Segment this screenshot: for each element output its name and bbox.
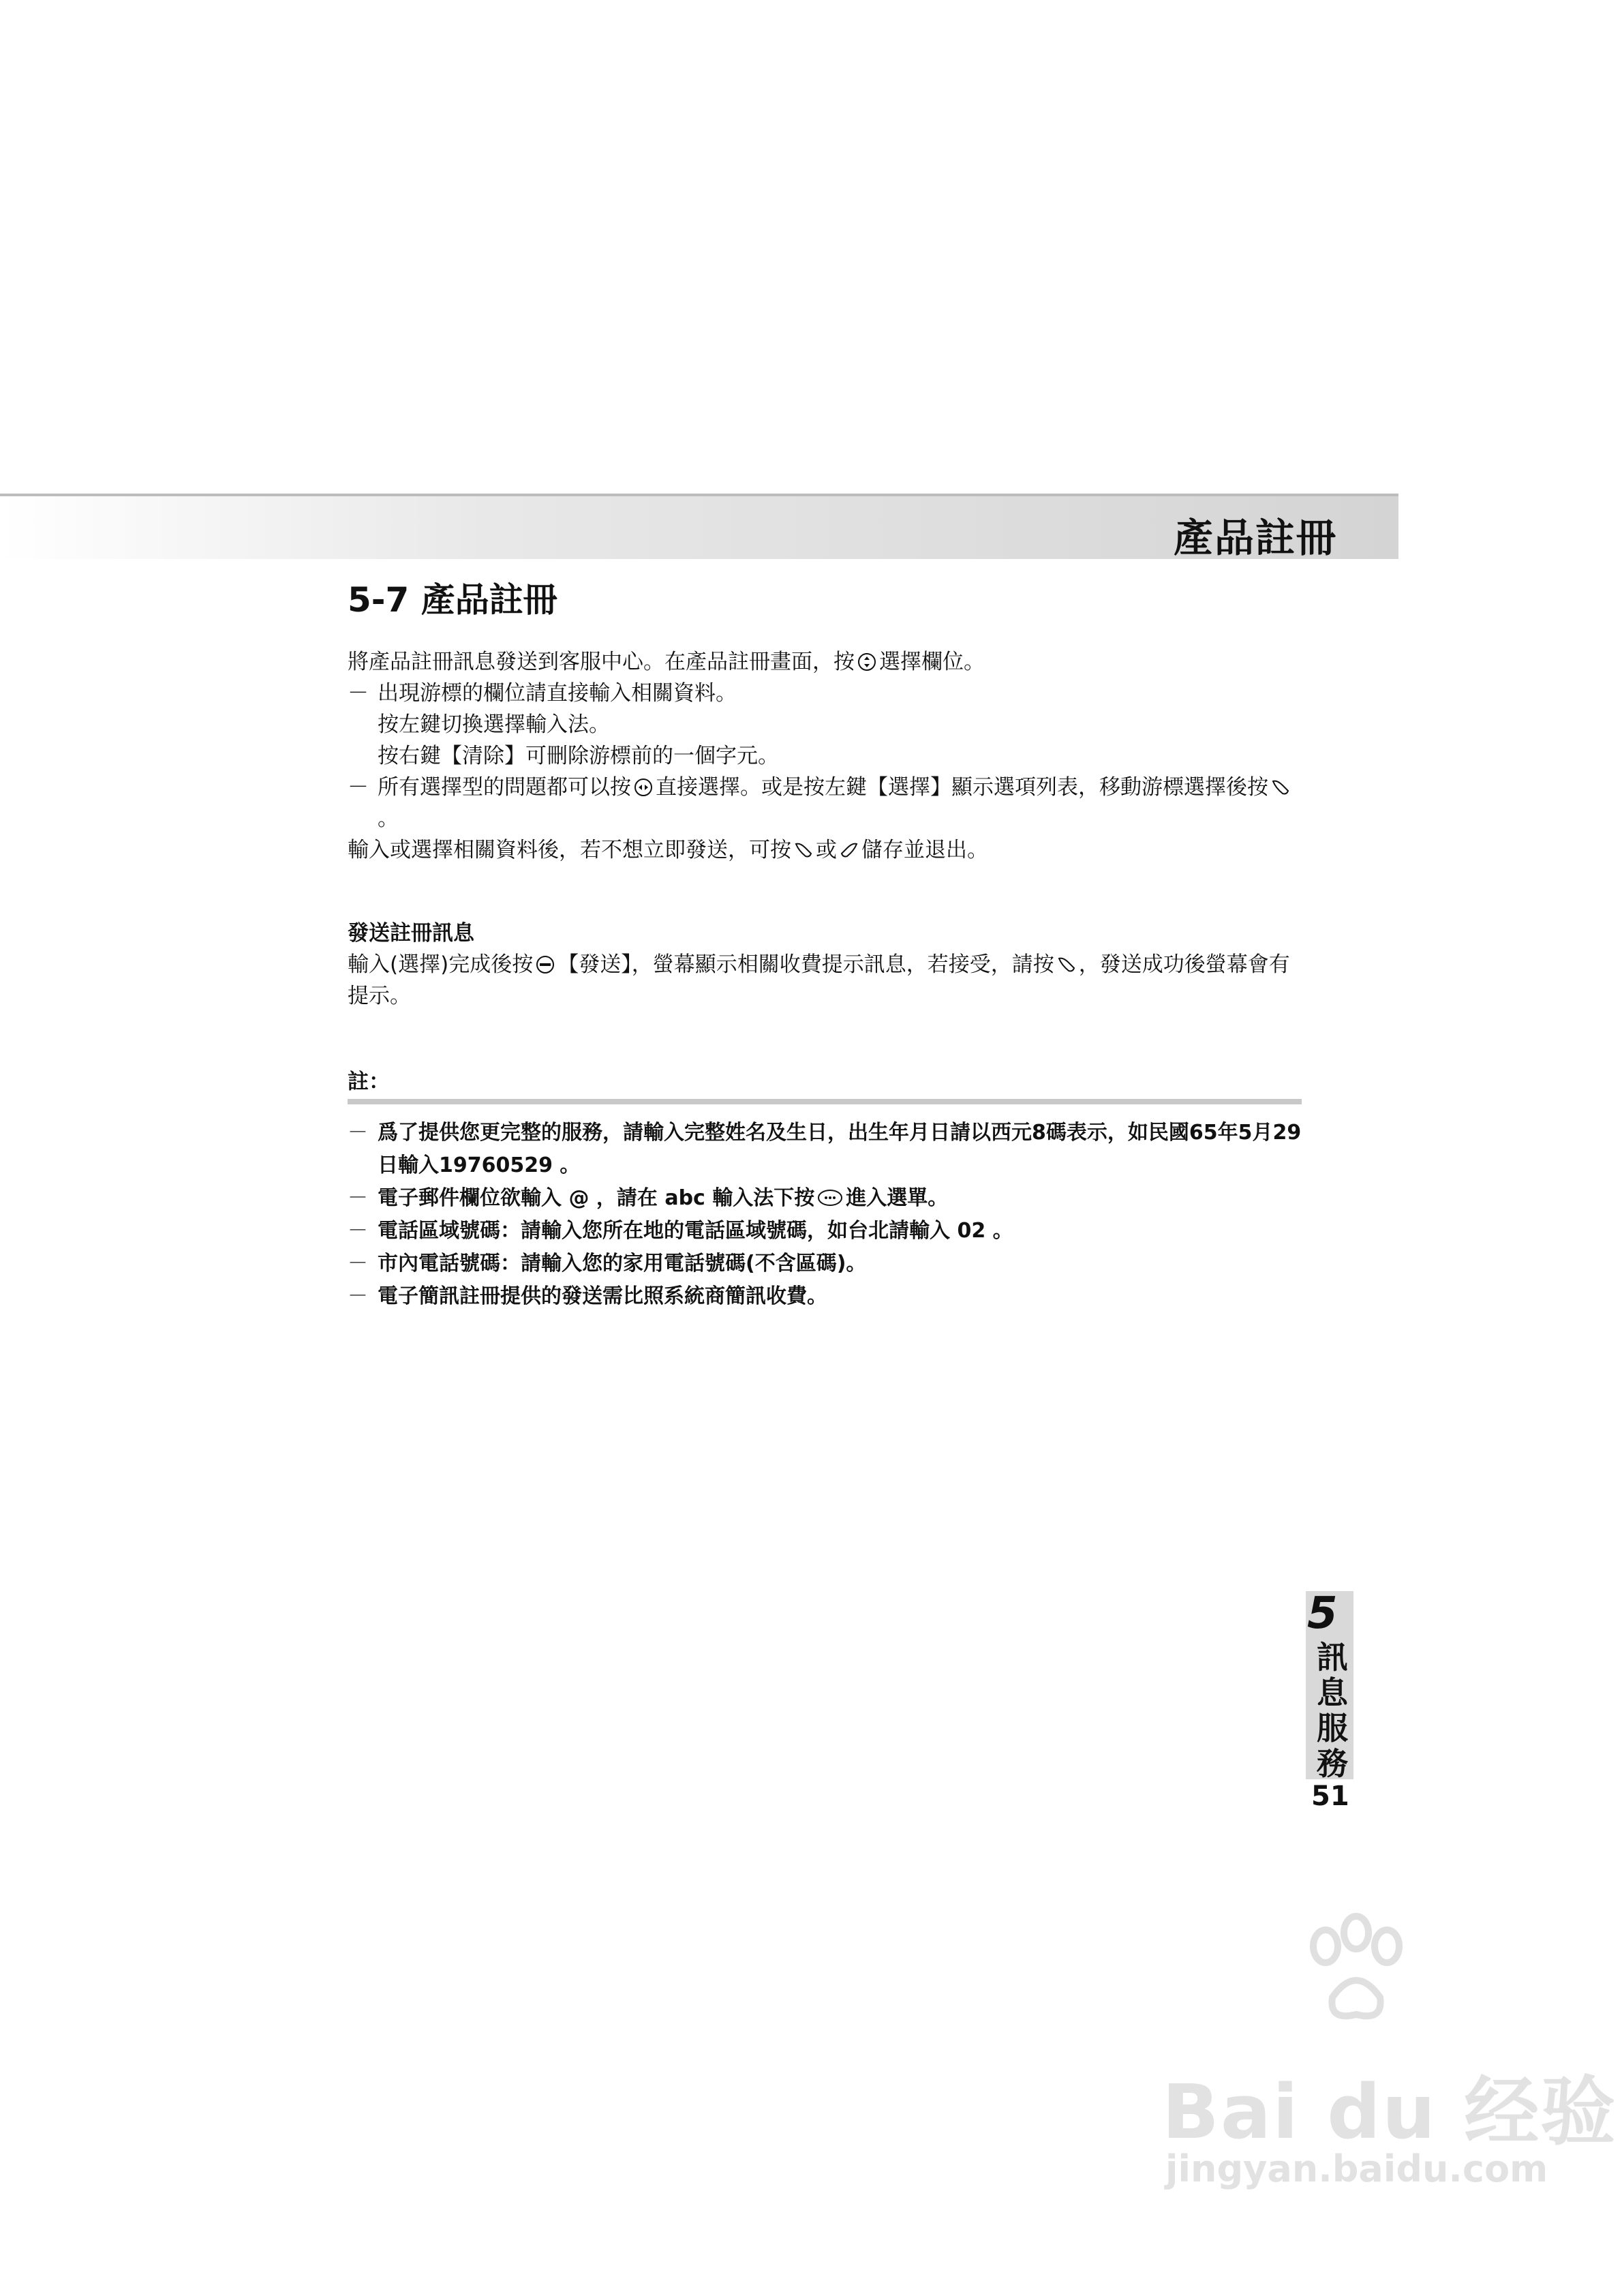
notes-divider [348,1099,1302,1104]
after-paragraph: 輸入或選擇相關資料後，若不想立即發送，可按 或 儲存並退出。 [348,838,988,862]
spacer [348,1012,1302,1043]
header-title: 產品註冊 [1173,515,1337,561]
intro-paragraph: 將產品註冊訊息發送到客服中心。在產品註冊畫面，按 選擇欄位。 [348,650,985,674]
end-key-icon [839,840,859,860]
list-item: － 所有選擇型的問題都可以按 直接選擇。或是按左鍵【選擇】顯示選項列表，移動游標選擇後按。 [348,772,1302,834]
list-subitem: 按左鍵切換選擇輸入法。 [378,712,610,737]
spacer [348,866,1302,897]
list-subitem: 按右鍵【清除】可刪除游標前的一個字元。 [378,744,779,768]
send-key-icon [793,840,814,860]
note-item: － 電子郵件欄位欲輸入 @ ，請在 abc 輸入法下按 進入選單。 [348,1186,949,1210]
note-item: － 爲了提供您更完整的服務，請輸入完整姓名及生日，出生年月日請以西元8碼表示，如民國65年5月29日輸入19760529 。 [348,1121,1302,1177]
send-paragraph: 輸入(選擇)完成後按 【發送】，螢幕顯示相關收費提示訊息，若接受，請按 ，發送成功後螢幕會有提示。 [348,952,1290,1008]
note-item: － 電話區域號碼：請輸入您所在地的電話區域號碼，如台北請輸入 02 。 [348,1219,1013,1243]
page-number: 51 [1311,1781,1349,1812]
watermark-logo: Bai du 经验 [1162,2068,1617,2156]
send-key-icon [1270,777,1291,798]
notes-heading: 註： [348,1070,390,1094]
symbol-key-icon [816,1188,844,1208]
header-band [0,494,1398,559]
send-key-icon [1056,954,1077,975]
soft-key-icon [535,954,555,975]
chapter-label: 訊息服務 [1317,1639,1348,1782]
page-content [348,573,1302,1313]
list-item: － 出現游標的欄位請直接輸入相關資料。 [348,681,737,706]
note-item: － 市內電話號碼：請輸入您的家用電話號碼(不含區碼)。 [348,1252,867,1275]
watermark-url: jingyan.baidu.com [1165,2147,1548,2190]
note-item: － 電子簡訊註冊提供的發送需比照系統商簡訊收費。 [348,1284,827,1308]
send-heading: 發送註冊訊息 [348,921,474,946]
nav-key-icon [633,777,654,798]
chapter-number: 5 [1307,1588,1338,1639]
baidu-paw-icon [1295,1909,1418,2031]
nav-key-icon [857,652,877,672]
section-title: 5-7 產品註冊 [348,580,557,620]
